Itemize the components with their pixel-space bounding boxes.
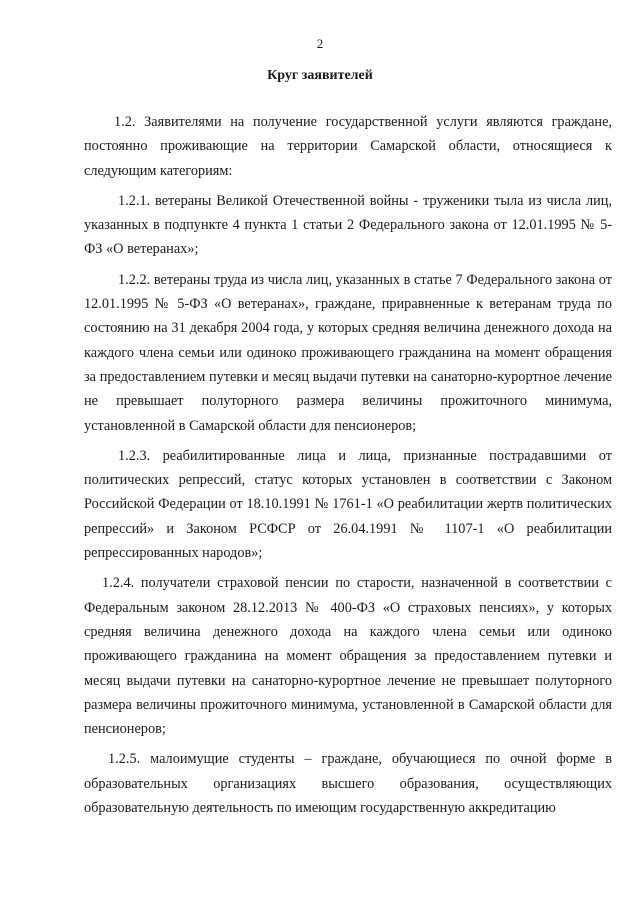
paragraph-1-2-3: 1.2.3. реабилитированные лица и лица, признанные пострадавшими от политических репрессий, статус которых установлен в соответствии с Законом Российской Федерации от 18.10.1991 № 1761-1 «О реабилитации жертв политических репрессий» и Законом РСФСР от 26.04.1991 № 1107-1 «О реабилитации репрессированных народов»;: [84, 447, 612, 562]
paragraph-1-2-2: 1.2.2. ветераны труда из числа лиц, указанных в статье 7 Федерального закона от 12.01.1995 № 5-ФЗ «О ветеранах», граждане, приравненные к ветеранам труда по состоянию на 31 декабря 2004 года, у которых средняя величина денежного дохода на каждого члена семьи или одиноко проживающего гражданина на момент обращения за предоставлением путевки и месяц выдачи путевки на санаторно-курортное лечение не превышает полуторного размера величины прожиточного минимума, установленной в Самарской области для пенсионеров;: [84, 271, 612, 434]
page-number: 2: [316, 36, 324, 51]
paragraph-1-2-4: 1.2.4. получатели страховой пенсии по старости, назначенной в соответствии с Федеральным законом 28.12.2013 № 400-ФЗ «О страховых пенсиях», у которых средняя величина денежного дохода на каждого члена семьи или одиноко проживающего гражданина на момент обращения за предоставлением путевки и месяц выдачи путевки на санаторно-курортное лечение не превышает полуторного размера величины прожиточного минимума, установленной в Самарской области для пенсионеров;: [84, 575, 612, 738]
paragraph-1-2-5: 1.2.5. малоимущие студенты – граждане, обучающиеся по очной форме в образовательных организациях высшего образования, осуществляющих образовательную деятельность по имеющим государственную аккредитацию: [84, 751, 612, 817]
paragraph-1-2-1: 1.2.1. ветераны Великой Отечественной войны - труженики тыла из числа лиц, указанных в подпункте 4 пункта 1 статьи 2 Федерального закона от 12.01.1995 № 5-ФЗ «О ветеранах»;: [84, 192, 612, 258]
paragraph-1-2: 1.2. Заявителями на получение государственной услуги являются граждане, постоянно проживающие на территории Самарской области, относящиеся к следующим категориям:: [84, 114, 612, 179]
document-body: [84, 110, 612, 820]
section-title: Круг заявителей: [267, 68, 373, 83]
